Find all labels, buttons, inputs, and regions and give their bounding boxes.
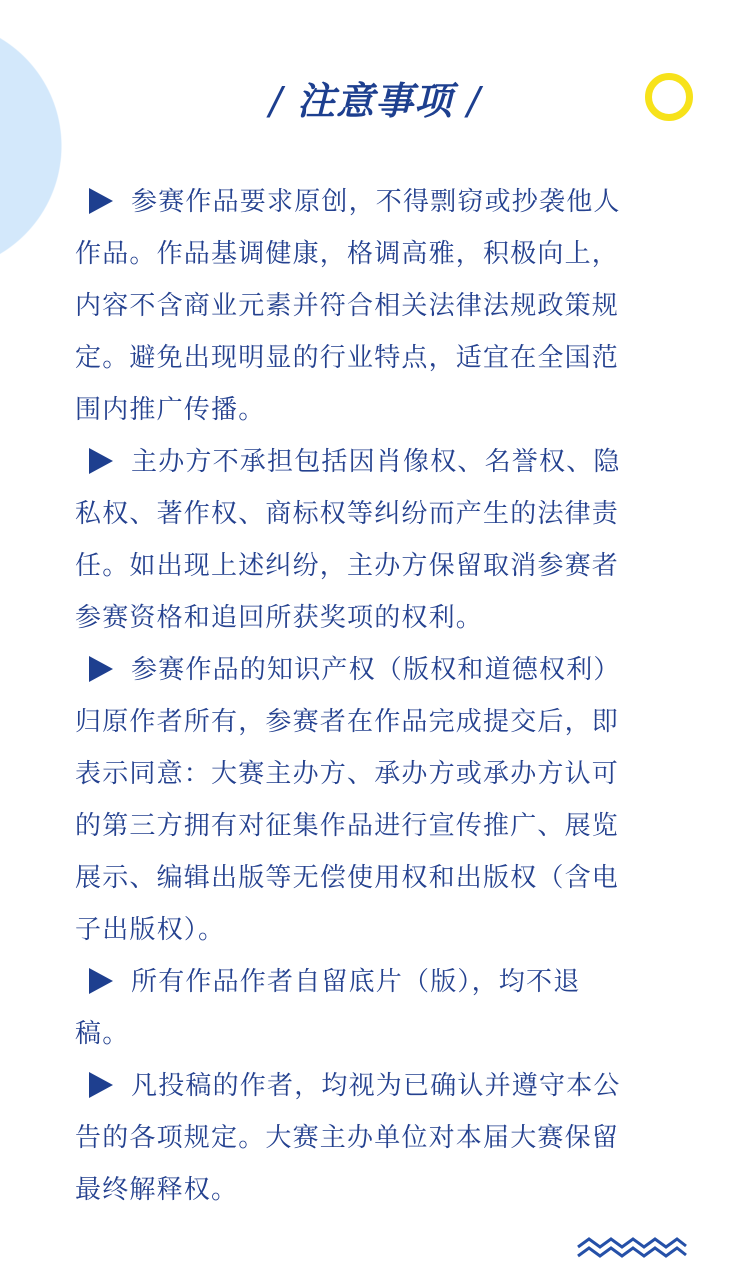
notice-line (75, 852, 695, 904)
decorative-circle (0, 20, 62, 272)
notice-item (75, 1060, 695, 1216)
notice-item (75, 956, 695, 1060)
notice-line-text: 所有作品作者自留底片（版），均不退 (131, 967, 581, 997)
triangle-bullet-icon (89, 968, 113, 994)
notice-line-text: 作品。作品基调健康，格调高雅，积极向上， (75, 239, 620, 269)
notice-line-text: 参赛作品的知识产权（版权和道德权利） (131, 655, 621, 685)
notice-line-text: 参赛作品要求原创，不得剽窃或抄袭他人 (131, 187, 621, 217)
notice-line (75, 384, 695, 436)
notice-line-text: 表示同意：大赛主办方、承办方或承办方认可 (75, 759, 620, 789)
triangle-bullet-icon (89, 656, 113, 682)
notice-line-text: 凡投稿的作者，均视为已确认并遵守本公 (131, 1071, 621, 1101)
notice-line-text: 归原作者所有，参赛者在作品完成提交后，即 (75, 707, 620, 737)
notice-line (75, 436, 695, 488)
notice-line (75, 176, 695, 228)
notice-item (75, 436, 695, 644)
notice-line (75, 956, 695, 1008)
notice-list (75, 176, 695, 1216)
notice-line (75, 592, 695, 644)
notice-line (75, 332, 695, 384)
notice-item (75, 176, 695, 436)
notice-line-text: 主办方不承担包括因肖像权、名誉权、隐 (131, 447, 621, 477)
notice-line-text: 最终解释权。 (75, 1175, 239, 1205)
notice-line (75, 228, 695, 280)
zigzag-icon (576, 1236, 688, 1262)
notice-line-text: 任。如出现上述纠纷，主办方保留取消参赛者 (75, 551, 620, 581)
notice-line (75, 696, 695, 748)
notice-line-text: 告的各项规定。大赛主办单位对本届大赛保留 (75, 1123, 620, 1153)
triangle-bullet-icon (89, 188, 113, 214)
notice-line (75, 540, 695, 592)
triangle-bullet-icon (89, 448, 113, 474)
notice-line (75, 488, 695, 540)
title-text: 注意事项 (296, 79, 453, 123)
notice-line (75, 1060, 695, 1112)
notice-line (75, 800, 695, 852)
notice-line-text: 参赛资格和追回所获奖项的权利。 (75, 603, 484, 633)
page-title (0, 70, 750, 125)
notice-line-text: 展示、编辑出版等无偿使用权和出版权（含电 (75, 863, 620, 893)
notice-line (75, 748, 695, 800)
title-slash-right: / (467, 79, 481, 123)
notice-line-text: 围内推广传播。 (75, 395, 266, 425)
notice-line-text: 稿。 (75, 1019, 130, 1049)
notice-line (75, 1164, 695, 1216)
notice-line-text: 定。避免出现明显的行业特点，适宜在全国范 (75, 343, 620, 373)
notice-item (75, 644, 695, 956)
notice-line-text: 的第三方拥有对征集作品进行宣传推广、展览 (75, 811, 620, 841)
notice-line (75, 904, 695, 956)
notice-line-text: 私权、著作权、商标权等纠纷而产生的法律责 (75, 499, 620, 529)
notice-line (75, 280, 695, 332)
notice-line-text: 子出版权）。 (75, 915, 226, 945)
notice-line (75, 644, 695, 696)
notice-line-text: 内容不含商业元素并符合相关法律法规政策规 (75, 291, 620, 321)
notice-line (75, 1008, 695, 1060)
notice-line (75, 1112, 695, 1164)
title-slash-left: / (269, 79, 283, 123)
triangle-bullet-icon (89, 1072, 113, 1098)
